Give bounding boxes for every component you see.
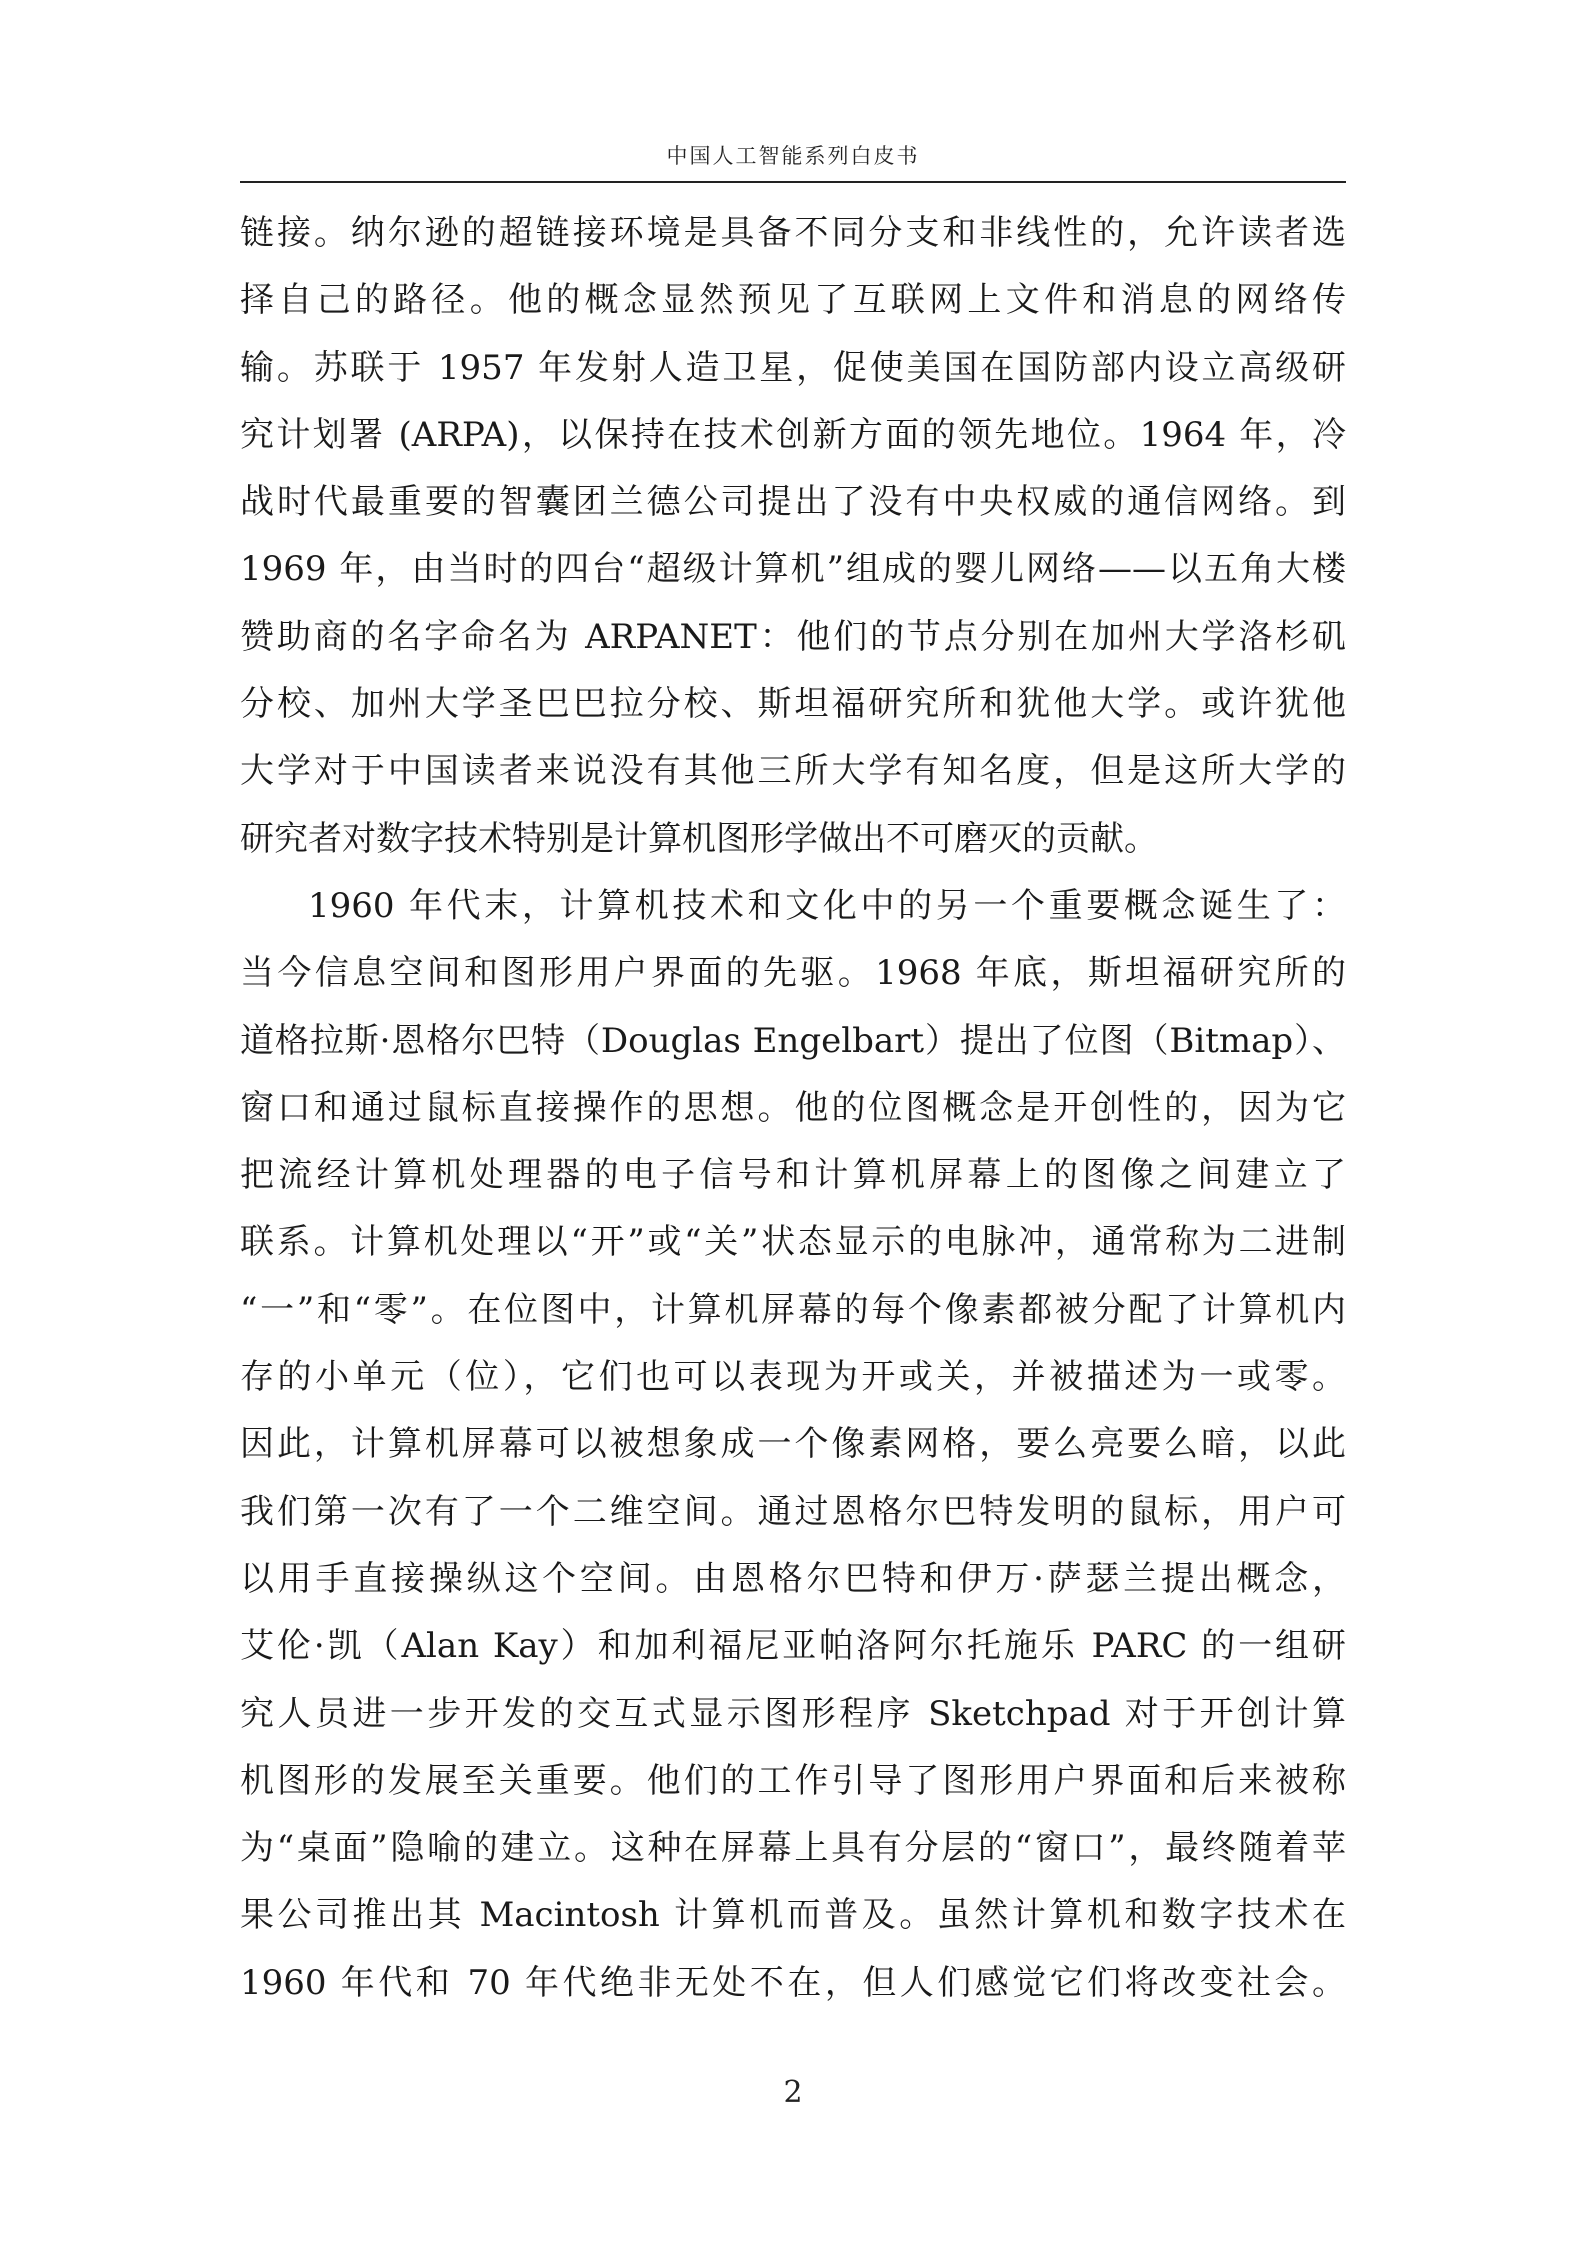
text-line: 艾伦·凯（Alan Kay）和加利福尼亚帕洛阿尔托施乐 PARC 的一组研 bbox=[240, 1626, 1346, 1667]
text-line: 1960 年代和 70 年代绝非无处不在，但人们感觉它们将改变社会。 bbox=[240, 1962, 1346, 2003]
text-line: 择自己的路径。他的概念显然预见了互联网上文件和消息的网络传 bbox=[240, 280, 1346, 321]
text-line: 究计划署 (ARPA)，以保持在技术创新方面的领先地位。1964 年，冷 bbox=[240, 414, 1346, 455]
text-line: 分校、加州大学圣巴巴拉分校、斯坦福研究所和犹他大学。或许犹他 bbox=[240, 684, 1346, 725]
text-line: 联系。计算机处理以“开”或“关”状态显示的电脉冲，通常称为二进制 bbox=[240, 1222, 1346, 1263]
text-line: 我们第一次有了一个二维空间。通过恩格尔巴特发明的鼠标，用户可 bbox=[240, 1491, 1346, 1532]
text-line: 果公司推出其 Macintosh 计算机而普及。虽然计算机和数字技术在 bbox=[240, 1895, 1346, 1936]
text-line: 以用手直接操纵这个空间。由恩格尔巴特和伊万·萨瑟兰提出概念， bbox=[240, 1558, 1346, 1599]
running-header: 中国人工智能系列白皮书 bbox=[666, 144, 920, 168]
text-line: 战时代最重要的智囊团兰德公司提出了没有中央权威的通信网络。到 bbox=[240, 482, 1346, 523]
text-line: 研究者对数字技术特别是计算机图形学做出不可磨灭的贡献。 bbox=[240, 818, 1158, 859]
page-number: 2 bbox=[783, 2075, 803, 2110]
text-line: 存的小单元（位），它们也可以表现为开或关，并被描述为一或零。 bbox=[240, 1357, 1346, 1398]
text-line: 1969 年，由当时的四台“超级计算机”组成的婴儿网络——以五角大楼 bbox=[240, 549, 1346, 590]
text-line: 机图形的发展至关重要。他们的工作引导了图形用户界面和后来被称 bbox=[240, 1760, 1346, 1801]
text-line: 因此，计算机屏幕可以被想象成一个像素网格，要么亮要么暗，以此 bbox=[240, 1424, 1346, 1465]
text-line: 1960 年代末，计算机技术和文化中的另一个重要概念诞生了： bbox=[308, 885, 1346, 926]
text-line: 大学对于中国读者来说没有其他三所大学有知名度，但是这所大学的 bbox=[240, 751, 1346, 792]
text-line: 把流经计算机处理器的电子信号和计算机屏幕上的图像之间建立了 bbox=[240, 1155, 1346, 1196]
text-line: “一”和“零”。在位图中，计算机屏幕的每个像素都被分配了计算机内 bbox=[240, 1289, 1346, 1330]
text-line: 为“桌面”隐喻的建立。这种在屏幕上具有分层的“窗口”，最终随着苹 bbox=[240, 1828, 1346, 1869]
text-line: 当今信息空间和图形用户界面的先驱。1968 年底，斯坦福研究所的 bbox=[240, 953, 1346, 994]
text-line: 输。苏联于 1957 年发射人造卫星，促使美国在国防部内设立高级研 bbox=[240, 347, 1346, 388]
header-divider bbox=[240, 181, 1346, 183]
text-line: 道格拉斯·恩格尔巴特（Douglas Engelbart）提出了位图（Bitmap）、 bbox=[240, 1020, 1346, 1061]
paragraph-1 bbox=[240, 200, 1346, 873]
text-line: 链接。纳尔逊的超链接环境是具备不同分支和非线性的，允许读者选 bbox=[240, 213, 1346, 253]
body-text bbox=[240, 200, 1346, 2017]
text-line: 赞助商的名字命名为 ARPANET：他们的节点分别在加州大学洛杉矶 bbox=[240, 616, 1346, 657]
paragraph-2 bbox=[240, 873, 1346, 2017]
text-line: 究人员进一步开发的交互式显示图形程序 Sketchpad 对于开创计算 bbox=[240, 1693, 1346, 1734]
text-line: 窗口和通过鼠标直接操作的思想。他的位图概念是开创性的，因为它 bbox=[240, 1087, 1346, 1128]
